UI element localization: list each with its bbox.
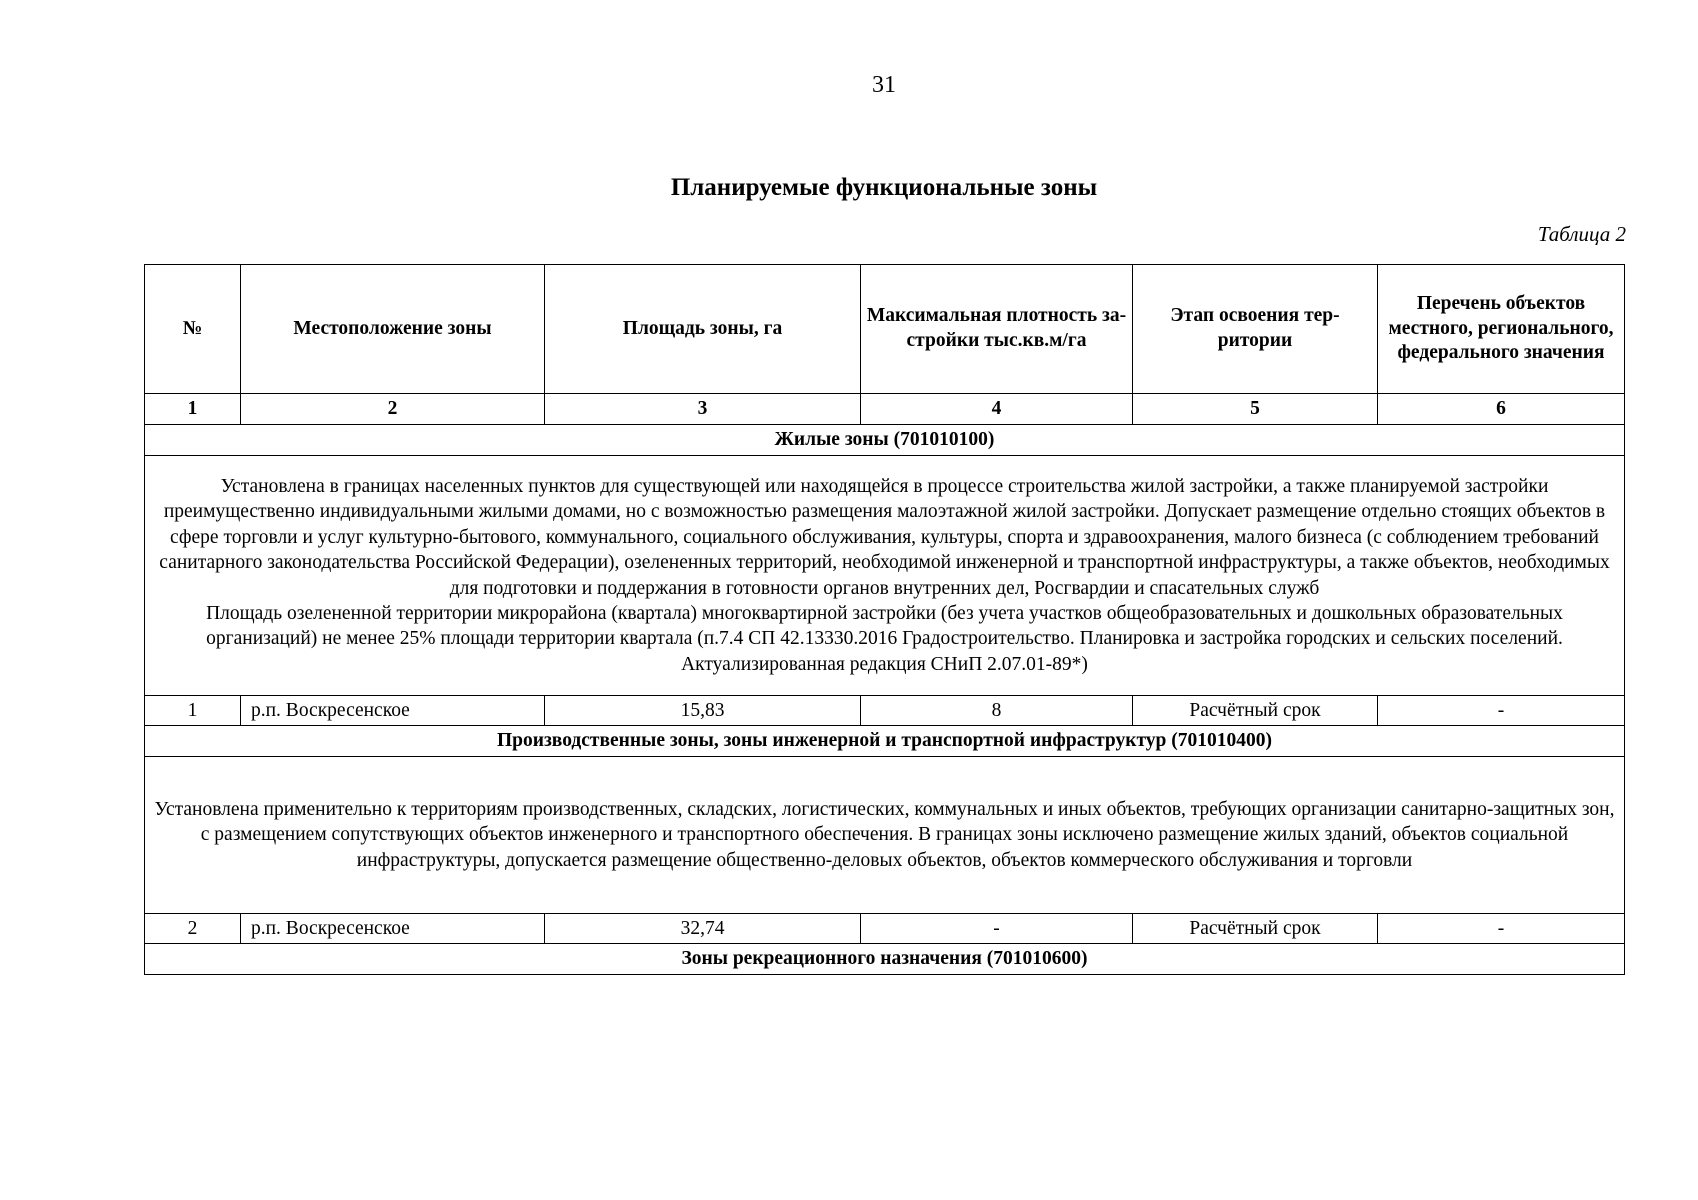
row-density: - bbox=[861, 914, 1133, 944]
header-density: Максимальная плотность за-стройки тыс.кв.м/га bbox=[861, 265, 1133, 394]
description-paragraph: Площадь озелененной территории микрорайона (квартала) многоквартирной застройки (без учета участков общеобразовательных и дошкольных образовательных организаций) не менее 25% площади территории квартала (п.7.4 СП 42.13330.2016 Градостроительство. Планировка и застройка городских и сельских поселений. Актуализированная редакция СНиП 2.07.01-89*) bbox=[206, 602, 1563, 675]
description-paragraph: Установлена применительно к территориям производственных, складских, логистических, коммунальных и иных объектов, требующих организации санитарно-защитных зон, с размещением сопутствующих объектов инженерного и транспортного обеспечения. В границах зоны исключено размещение жилых зданий, объектов социальной инфраструктуры, допускается размещение общественно-деловых объектов, объектов коммерческого обслуживания и торговли bbox=[154, 798, 1615, 871]
row-stage: Расчётный срок bbox=[1133, 914, 1378, 944]
column-number: 1 bbox=[145, 394, 241, 425]
row-number: 1 bbox=[145, 696, 241, 726]
header-location: Местоположение зоны bbox=[241, 265, 545, 394]
header-objects: Перечень объектов местного, регионального, федерального значения bbox=[1378, 265, 1625, 394]
header-number: № bbox=[145, 265, 241, 394]
header-stage: Этап освоения тер-ритории bbox=[1133, 265, 1378, 394]
row-area: 15,83 bbox=[545, 696, 861, 726]
column-number: 3 bbox=[545, 394, 861, 425]
section-heading-row bbox=[145, 425, 1625, 456]
column-number: 6 bbox=[1378, 394, 1625, 425]
section-description-row bbox=[145, 757, 1625, 914]
column-number-row bbox=[145, 394, 1625, 425]
section-title-recreational: Зоны рекреационного назначения (701010600) bbox=[145, 944, 1625, 975]
section-description-row bbox=[145, 456, 1625, 696]
column-number: 5 bbox=[1133, 394, 1378, 425]
section-title-industrial: Производственные зоны, зоны инженерной и транспортной инфраструктур (701010400) bbox=[145, 726, 1625, 757]
section-heading-row bbox=[145, 726, 1625, 757]
section-description-industrial bbox=[145, 757, 1625, 914]
row-area: 32,74 bbox=[545, 914, 861, 944]
page-number: 31 bbox=[872, 72, 896, 98]
header-area: Площадь зоны, га bbox=[545, 265, 861, 394]
table-caption: Таблица 2 bbox=[1537, 222, 1626, 246]
functional-zones-table bbox=[144, 264, 1625, 975]
header-row bbox=[145, 265, 1625, 394]
table-row bbox=[145, 914, 1625, 944]
row-density: 8 bbox=[861, 696, 1133, 726]
page-title: Планируемые функциональные зоны bbox=[670, 174, 1098, 201]
description-paragraph: Установлена в границах населенных пунктов для существующей или находящейся в процессе строительства жилой застройки, а также планируемой застройки преимущественно индивидуальными жилыми домами, но с возможностью размещения малоэтажной жилой застройки. Допускает размещение отдельно стоящих объектов в сфере торговли и услуг культурно-бытового, коммунального, социального обслуживания, культуры, спорта и здравоохранения, малого бизнеса (с соблюдением требований санитарного законодательства Российской Федерации), озелененных территорий, необходимой инженерной и транспортной инфраструктуры, а также объектов, необходимых для подготовки и поддержания в готовности органов внутренних дел, Росгвардии и спасательных служб bbox=[159, 476, 1610, 599]
row-number: 2 bbox=[145, 914, 241, 944]
section-description-residential bbox=[145, 456, 1625, 696]
table-row bbox=[145, 696, 1625, 726]
row-location: р.п. Воскресенское bbox=[241, 696, 545, 726]
row-location: р.п. Воскресенское bbox=[241, 914, 545, 944]
column-number: 2 bbox=[241, 394, 545, 425]
row-objects: - bbox=[1378, 914, 1625, 944]
row-objects: - bbox=[1378, 696, 1625, 726]
section-heading-row bbox=[145, 944, 1625, 975]
section-title-residential: Жилые зоны (701010100) bbox=[145, 425, 1625, 456]
column-number: 4 bbox=[861, 394, 1133, 425]
row-stage: Расчётный срок bbox=[1133, 696, 1378, 726]
